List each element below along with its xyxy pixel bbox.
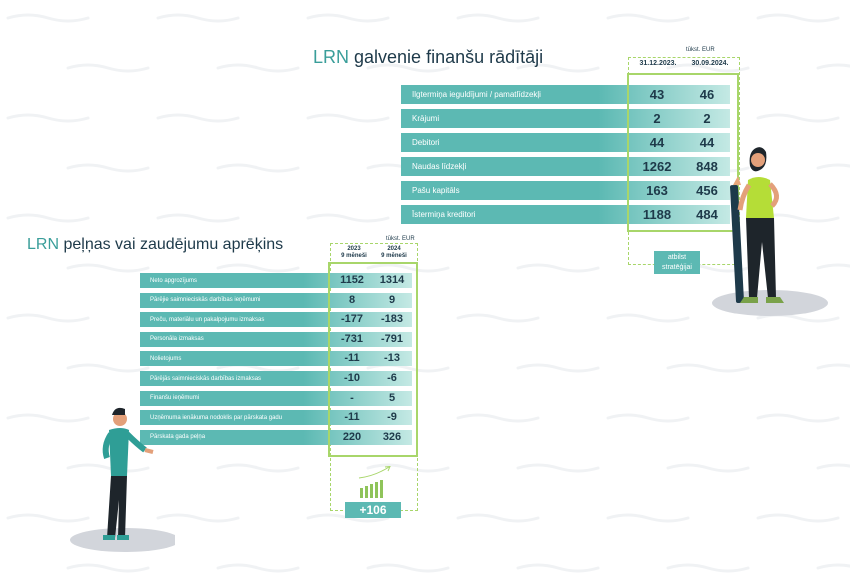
bg-wave xyxy=(368,565,448,571)
bg-wave xyxy=(458,15,538,21)
bg-wave xyxy=(68,565,148,571)
pnl-row-label: Personāla izmaksas xyxy=(150,336,204,343)
pnl-title: LRN peļņas vai zaudējumu aprēķins xyxy=(27,236,284,253)
balance-row-label: Naudas līdzekļi xyxy=(412,162,467,171)
pnl-value-2024: -6 xyxy=(387,372,397,384)
balance-value-2023: 2 xyxy=(653,111,661,126)
balance-value-2024: 456 xyxy=(696,183,718,198)
balance-title: LRN galvenie finanšu rādītāji xyxy=(313,47,544,67)
bg-wave xyxy=(158,115,238,121)
pnl-row-label: Neto apgrozījums xyxy=(150,277,198,284)
bg-wave xyxy=(68,165,148,171)
pnl-unit-label: tūkst. EUR xyxy=(386,236,415,242)
pnl-row-label: Pārskata gada peļņa xyxy=(150,434,206,441)
bg-wave xyxy=(8,215,88,221)
balance-value-2023: 1188 xyxy=(642,207,672,222)
pnl-col-header-2023: 2023 9 mēneši xyxy=(341,246,367,259)
balance-value-2024: 484 xyxy=(696,207,718,222)
bg-wave xyxy=(608,15,688,21)
bg-wave xyxy=(458,415,538,421)
balance-row-label: Pašu kapitāls xyxy=(412,186,460,195)
bg-wave xyxy=(218,165,298,171)
bg-wave xyxy=(458,515,538,521)
balance-value-2023: 43 xyxy=(649,87,665,102)
bg-wave xyxy=(518,565,598,571)
balance-row-label: Īstermiņa kreditori xyxy=(412,210,476,219)
balance-value-2023: 44 xyxy=(649,135,665,150)
pnl-value-2023: 1152 xyxy=(340,274,364,286)
pnl-value-2023: -177 xyxy=(340,313,364,326)
pnl-value-2023: -10 xyxy=(344,372,360,384)
balance-value-2024: 44 xyxy=(699,135,715,150)
pnl-value-2023: -11 xyxy=(344,352,360,365)
pnl-value-2024: -791 xyxy=(380,332,404,345)
woman-with-pencil-illustration xyxy=(640,130,840,320)
balance-row-label: Krājumi xyxy=(412,114,440,123)
bg-wave xyxy=(818,465,850,471)
bg-wave xyxy=(68,65,148,71)
pnl-value-2024: -183 xyxy=(380,313,404,326)
balance-value-2024: 2 xyxy=(703,111,711,126)
balance-value-2024: 46 xyxy=(699,87,715,102)
bg-wave xyxy=(218,465,298,471)
pnl-highlight-frame xyxy=(328,262,418,457)
bg-wave xyxy=(458,315,538,321)
pnl-value-2024: 5 xyxy=(388,391,396,404)
bg-wave xyxy=(308,15,388,21)
balance-row-label: Ilgtermiņa ieguldījumi / pamatlīdzekļi xyxy=(412,90,541,99)
pnl-row-label: Nolietojums xyxy=(150,355,182,362)
bg-wave xyxy=(68,365,148,371)
pnl-row-label: Pārējās saimnieciskās darbības izmaksas xyxy=(150,375,262,382)
pnl-value-2024: 326 xyxy=(382,430,402,443)
bg-wave xyxy=(8,315,88,321)
pnl-col-header-2024: 2024 9 mēneši xyxy=(381,246,407,259)
pnl-value-2023: - xyxy=(350,391,354,404)
pnl-value-2024: -13 xyxy=(384,352,400,365)
pnl-row-label: Uzņēmuma ienākuma nodoklis par pārskata gadu xyxy=(150,414,283,421)
bg-wave xyxy=(218,265,298,271)
bg-wave xyxy=(308,115,388,121)
balance-unit-label: tūkst. EUR xyxy=(686,47,715,53)
bg-wave xyxy=(518,465,598,471)
strategy-badge: atbilst stratēģijai xyxy=(654,251,700,274)
balance-row-label: Debitori xyxy=(412,138,440,147)
pnl-value-2023: 8 xyxy=(348,293,356,306)
balance-col-header-2023: 31.12.2023. xyxy=(639,60,677,67)
bg-wave xyxy=(668,465,748,471)
balance-col-header-2024: 30.09.2024. xyxy=(691,60,729,67)
bg-wave xyxy=(668,565,748,571)
balance-value-2024: 848 xyxy=(696,159,718,174)
growth-bars-icon xyxy=(357,466,393,500)
bg-wave xyxy=(308,215,388,221)
pnl-value-2023: -11 xyxy=(344,411,360,424)
pnl-row-label: Preču, materiālu un pakalpojumu izmaksas xyxy=(150,316,265,323)
bg-wave xyxy=(668,365,748,371)
bg-wave xyxy=(758,415,838,421)
pnl-value-2024: 9 xyxy=(388,293,396,306)
pnl-value-2024: 1314 xyxy=(379,274,405,286)
pnl-value-2023: 220 xyxy=(342,430,362,443)
bg-wave xyxy=(518,365,598,371)
bg-wave xyxy=(608,415,688,421)
bg-wave xyxy=(68,265,148,271)
bg-wave xyxy=(758,15,838,21)
bg-wave xyxy=(818,65,850,71)
pnl-row-label: Pārējie saimnieciskās darbības ieņēmumi xyxy=(150,297,261,304)
growth-badge: +106 xyxy=(345,502,401,518)
bg-wave xyxy=(818,365,850,371)
bg-wave xyxy=(8,15,88,21)
bg-wave xyxy=(8,115,88,121)
bg-wave xyxy=(218,565,298,571)
balance-value-2023: 163 xyxy=(646,183,668,198)
bg-wave xyxy=(158,15,238,21)
bg-wave xyxy=(218,65,298,71)
pnl-value-2024: -9 xyxy=(387,411,397,424)
pnl-value-2023: -731 xyxy=(340,332,364,345)
bg-wave xyxy=(818,565,850,571)
bg-wave xyxy=(518,265,598,271)
balance-value-2023: 1262 xyxy=(642,159,672,174)
pnl-row-label: Finanšu ieņēmumi xyxy=(150,395,200,402)
man-pointing-illustration xyxy=(65,400,175,555)
bg-wave xyxy=(608,515,688,521)
bg-wave xyxy=(758,515,838,521)
bg-wave xyxy=(758,115,838,121)
bg-wave xyxy=(158,215,238,221)
